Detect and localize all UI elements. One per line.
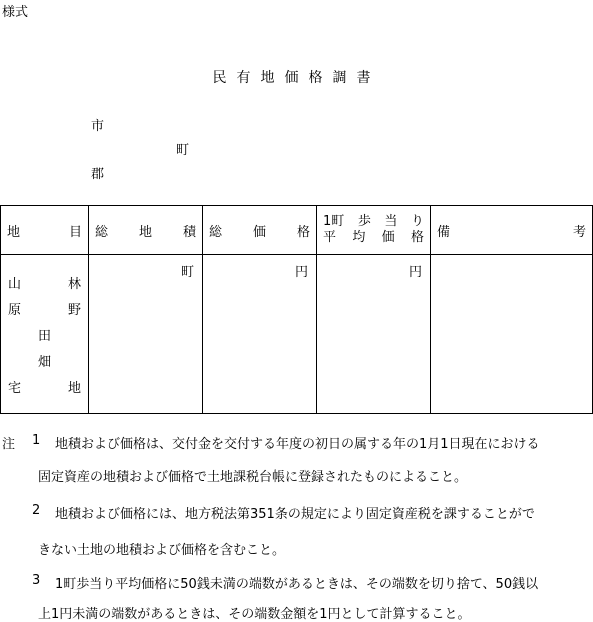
category-char: 山 [8, 277, 22, 292]
category-upland-field: 畑 [38, 355, 52, 370]
category-char: 地 [68, 381, 82, 396]
land-category-cell [1, 255, 89, 414]
remarks-cell [431, 255, 593, 414]
note-3-line-2: 上1円未満の端数があるときは、その端数金額を1円として計算すること。 [38, 607, 471, 622]
header-char: 1町 [323, 214, 345, 229]
total-area-cell [89, 255, 203, 414]
header-total-area [89, 206, 203, 255]
city-label: 市 [91, 119, 105, 134]
header-remarks [431, 206, 593, 255]
table-row [1, 255, 593, 414]
table-header-row [1, 206, 593, 255]
category-rice-field: 田 [38, 329, 52, 344]
header-land-category [1, 206, 89, 255]
land-price-table [0, 205, 593, 414]
total-price-cell [203, 255, 317, 414]
town-label: 町 [176, 143, 190, 158]
header-char: 歩 [357, 214, 371, 229]
header-char: 価 [381, 230, 395, 245]
header-char: 備 [437, 224, 451, 240]
total-price-unit: 円 [294, 265, 308, 280]
header-char: 均 [352, 230, 366, 245]
header-char: 考 [572, 224, 586, 240]
header-char: 地 [138, 224, 152, 240]
form-label: 様式 [2, 5, 29, 20]
note-3-number: 3 [32, 573, 41, 588]
average-price-cell [317, 255, 431, 414]
header-total-price [203, 206, 317, 255]
category-char: 野 [68, 303, 82, 318]
header-average-price [317, 206, 431, 255]
header-char: 目 [68, 224, 82, 240]
header-char: 地 [7, 224, 21, 240]
header-char: 積 [182, 224, 196, 240]
note-2-number: 2 [32, 503, 41, 518]
header-char: 平 [323, 230, 337, 245]
average-price-unit: 円 [408, 265, 422, 280]
note-1-line-1: 地積および価格は、交付金を交付する年度の初日の属する年の1月1日現在における [55, 437, 540, 452]
header-char: 格 [410, 230, 424, 245]
document-title: 民有地価格調書 [212, 70, 381, 86]
category-char: 宅 [8, 381, 22, 396]
area-unit: 町 [180, 265, 194, 280]
category-char: 林 [68, 277, 82, 292]
header-char: 総 [209, 224, 223, 240]
note-1-number: 1 [32, 433, 41, 448]
notes-prefix: 注 [2, 437, 16, 452]
header-line [323, 214, 424, 230]
note-3-line-1: 1町歩当り平均価格に50銭未満の端数があるときは、その端数を切り捨て、50銭以 [55, 577, 539, 592]
header-char: り [410, 214, 424, 229]
header-line [323, 230, 424, 246]
header-char: 格 [296, 224, 310, 240]
header-char: 当 [384, 214, 398, 229]
header-char: 総 [95, 224, 109, 240]
county-label: 郡 [91, 167, 105, 182]
category-char: 原 [8, 303, 22, 318]
header-char: 価 [252, 224, 266, 240]
note-1-line-2: 固定資産の地積および価格で土地課税台帳に登録されたものによること。 [38, 470, 468, 485]
note-2-line-2: きない土地の地積および価格を含むこと。 [38, 543, 286, 558]
note-2-line-1: 地積および価格には、地方税法第351条の規定により固定資産税を課することがで [55, 507, 535, 522]
